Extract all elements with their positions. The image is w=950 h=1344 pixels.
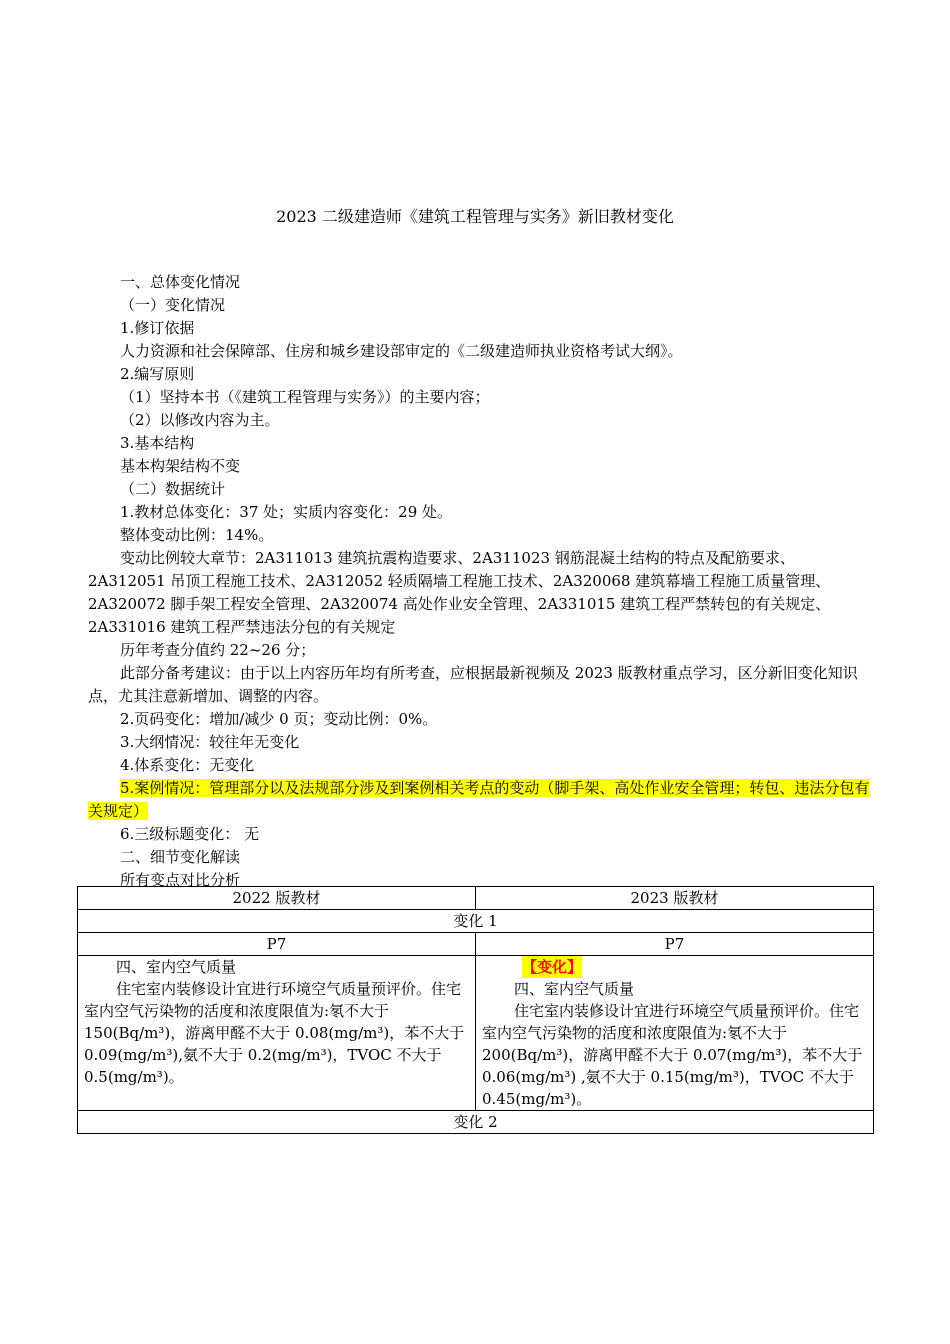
- item-writing-principle: 2.编写原则: [120, 365, 195, 383]
- section-heading-details: 二、细节变化解读: [120, 848, 241, 866]
- paragraph-score-range: 历年考查分值约 22~26 分；: [120, 641, 316, 659]
- change-2-label: 变化 2: [78, 1111, 874, 1134]
- table-row: [78, 1111, 874, 1134]
- item-page-change: 2.页码变化：增加/减少 0 页；变动比例：0%。: [120, 710, 438, 728]
- highlighted-text: 5.案例情况：管理部分以及法规部分涉及到案例相关考点的变动（脚手架、高处作业安全管理；转包、违法分包有关规定）: [88, 779, 870, 820]
- header-2023: 2023 版教材: [476, 887, 874, 910]
- text-basic-structure: 基本构架结构不变: [120, 457, 241, 475]
- change-tag: 【变化】: [522, 958, 583, 976]
- table-row: [78, 933, 874, 956]
- page-old: P7: [78, 933, 476, 956]
- item-basic-structure: 3.基本结构: [120, 434, 195, 452]
- item-syllabus: 3.大纲情况：较往年无变化: [120, 733, 300, 751]
- section-heading-overall: 一、总体变化情况: [120, 273, 241, 291]
- comparison-table: [77, 886, 874, 1134]
- item-system-change: 4.体系变化：无变化: [120, 756, 255, 774]
- paragraph-major-chapters: 变动比例较大章节：2A311013 建筑抗震构造要求、2A311023 钢筋混凝土结构的特点及配筋要求、2A312051 吊顶工程施工技术、2A312052 轻质隔墙工程施工技术、2A320068 建筑幕墙工程施工质量管理、2A320072 脚手架工程安全管理、2A320074 高处作业安全管理、2A331015 建筑工程严禁转包的有关规定、2A331016 建筑工程严禁违法分包的有关规定: [88, 549, 831, 636]
- subsection-heading-changes: （一）变化情况: [120, 296, 226, 314]
- item-revision-basis: 1.修订依据: [120, 319, 195, 337]
- text-comparison-intro: 所有变点对比分析: [120, 871, 241, 889]
- document-body: [88, 271, 872, 892]
- change-1-label: 变化 1: [78, 910, 874, 933]
- table-header-row: [78, 887, 874, 910]
- old-heading: 四、室内空气质量: [116, 958, 237, 976]
- text-revision-basis: 人力资源和社会保障部、住房和城乡建设部审定的《二级建造师执业资格考试大纲》。: [120, 342, 683, 360]
- table-row: [78, 956, 874, 1111]
- page-new: P7: [476, 933, 874, 956]
- item-total-changes: 1.教材总体变化：37 处；实质内容变化：29 处。: [120, 503, 453, 521]
- text-principle-1: （1）坚持本书（《建筑工程管理与实务》）的主要内容；: [120, 388, 490, 406]
- new-content-cell: [476, 956, 874, 1111]
- paragraph-case-highlight: [88, 777, 872, 823]
- table-row: [78, 910, 874, 933]
- old-content-cell: [78, 956, 476, 1111]
- subsection-heading-statistics: （二）数据统计: [120, 480, 226, 498]
- paragraph-study-advice: 此部分备考建议：由于以上内容历年均有所考查，应根据最新视频及 2023 版教材重点学习，区分新旧变化知识点，尤其注意新增加、调整的内容。: [88, 664, 858, 705]
- text-principle-2: （2）以修改内容为主。: [120, 411, 280, 429]
- item-title-change: 6.三级标题变化： 无: [120, 825, 260, 843]
- header-2022: 2022 版教材: [78, 887, 476, 910]
- new-body: 住宅室内装修设计宜进行环境空气质量预评价。住宅室内空气污染物的活度和浓度限值为:氡不大于 200(Bq/m³)，游离甲醛不大于 0.07(mg/m³)，苯不大于 0.06(mg/m³) ,氨不大于 0.15(mg/m³)，TVOC 不大于 0.45(mg/m³)。: [482, 1002, 863, 1108]
- new-heading: 四、室内空气质量: [514, 980, 635, 998]
- text-change-ratio: 整体变动比例：14%。: [120, 526, 274, 544]
- old-body: 住宅室内装修设计宜进行环境空气质量预评价。住宅室内空气污染物的活度和浓度限值为:氡不大于 150(Bq/m³)，游离甲醛不大于 0.08(mg/m³)，苯不大于 0.09(mg/m³),氨不大于 0.2(mg/m³)，TVOC 不大于 0.5(mg/m³)。: [84, 980, 465, 1086]
- document-title: 2023 二级建造师《建筑工程管理与实务》新旧教材变化: [276, 207, 674, 226]
